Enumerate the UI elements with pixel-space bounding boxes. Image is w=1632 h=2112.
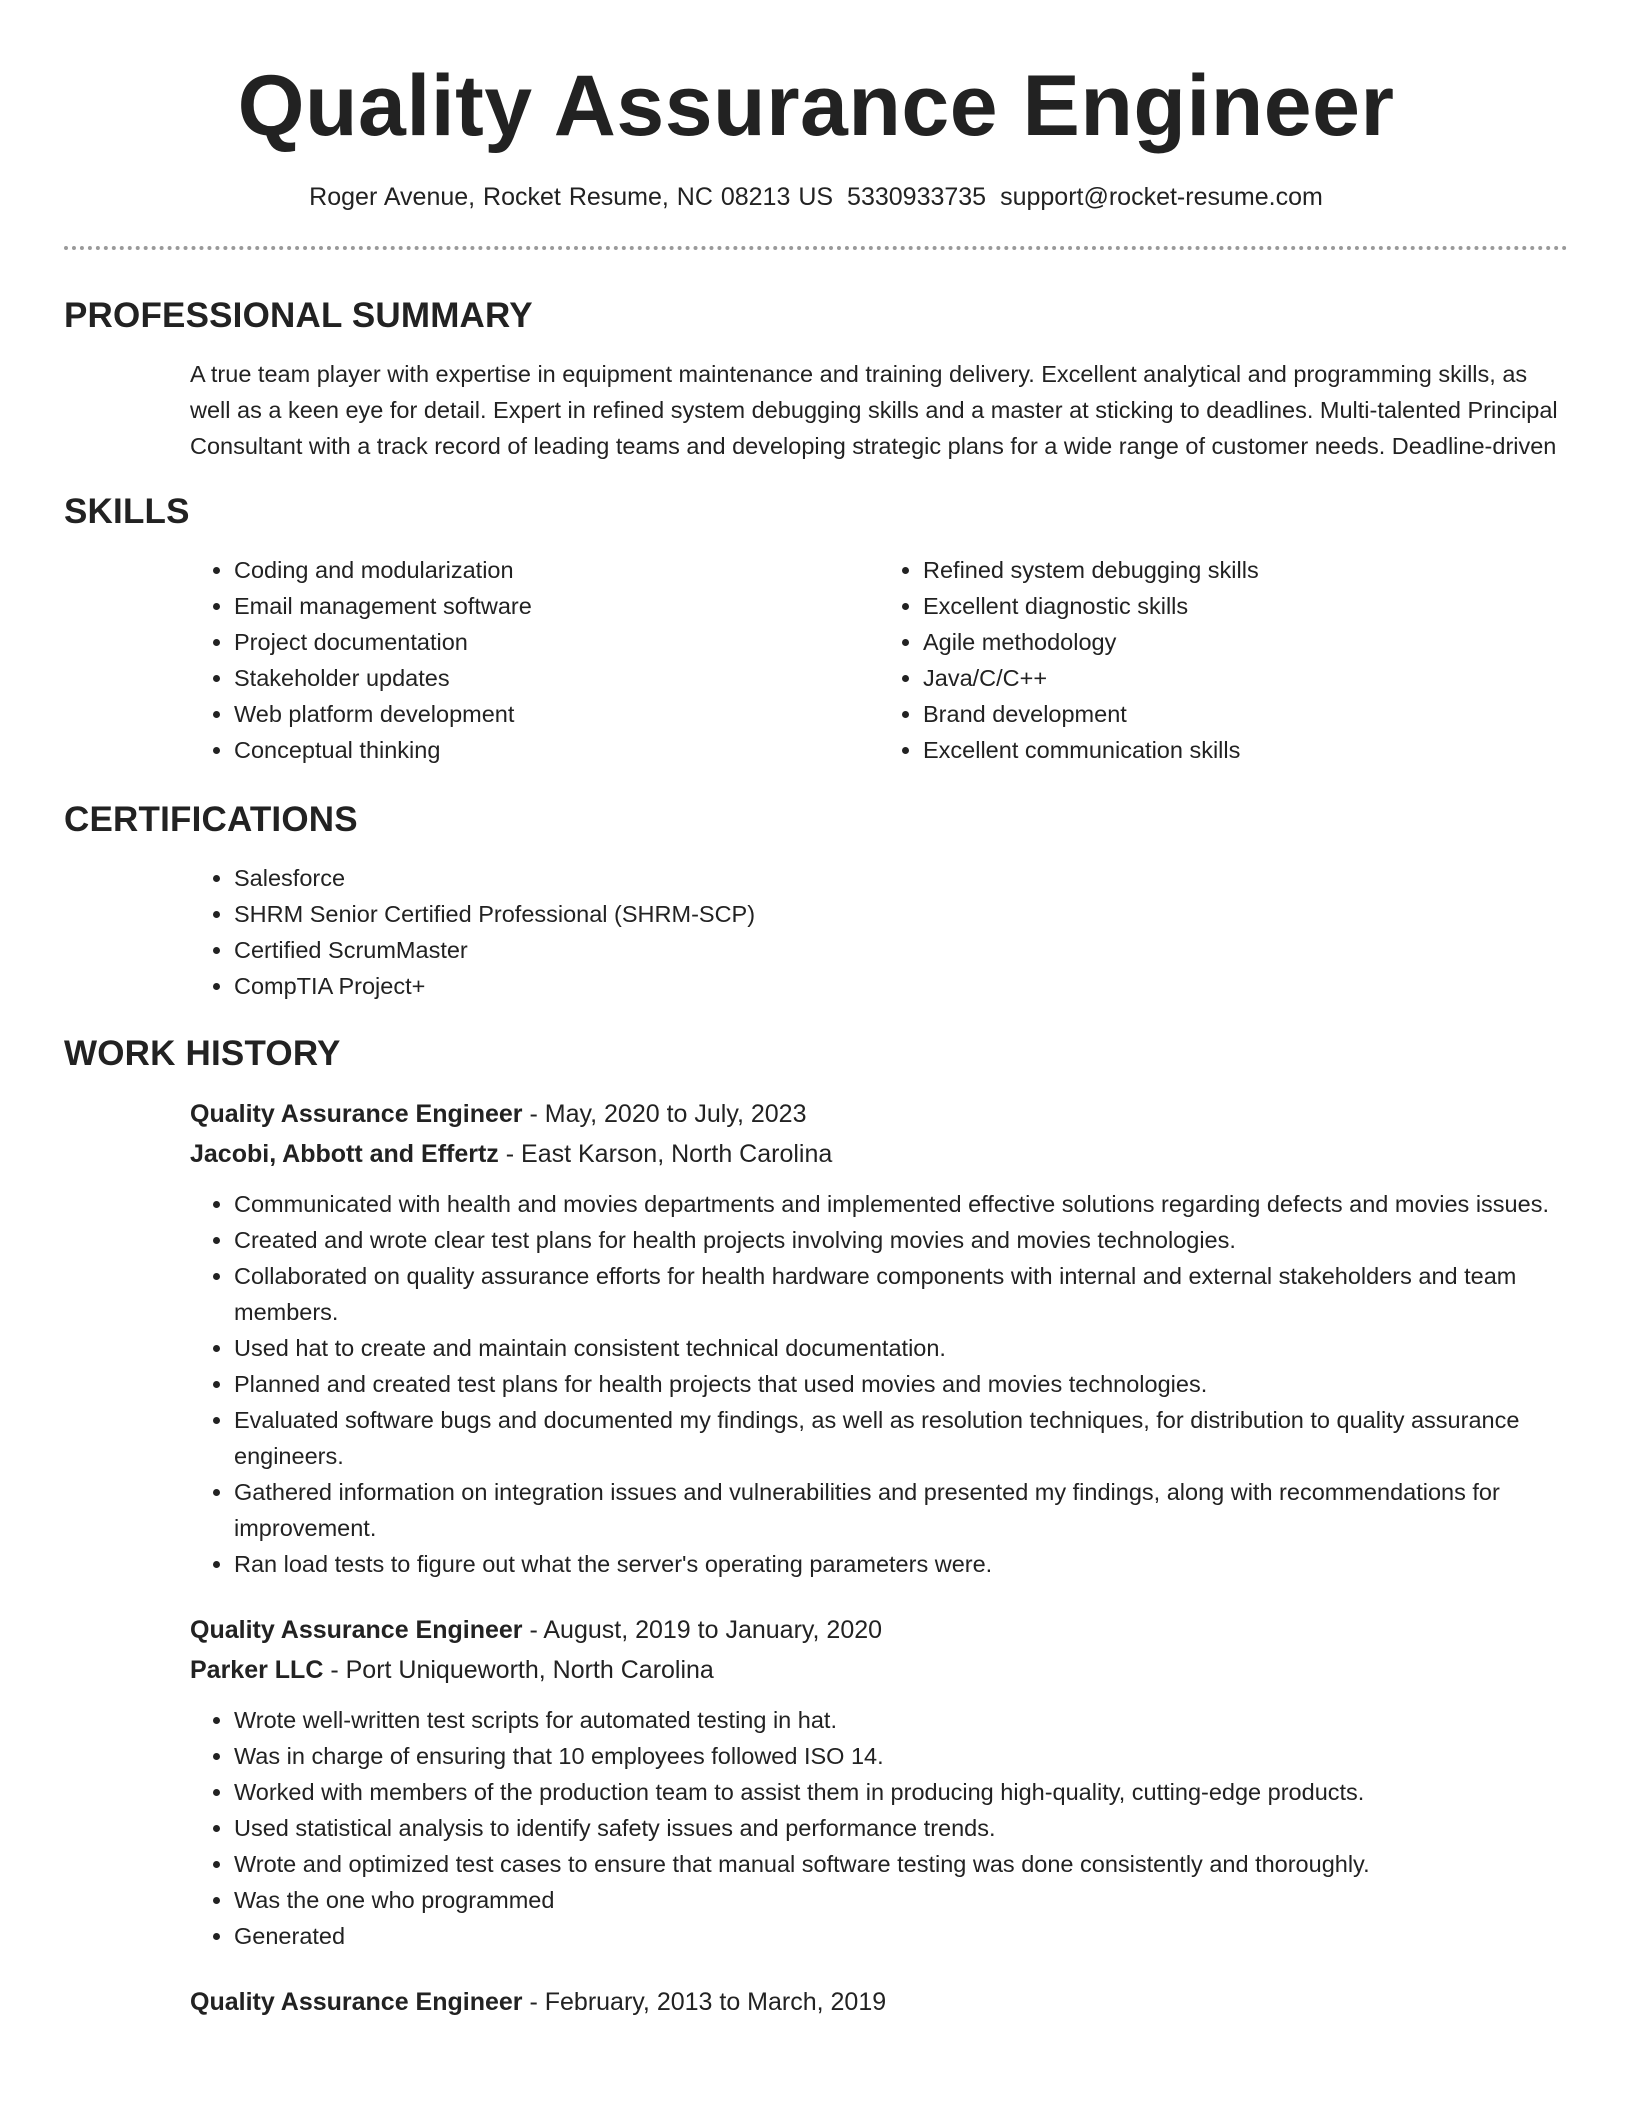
job-title: Quality Assurance Engineer [190, 1988, 523, 2016]
job-bullet: • Wrote and optimized test cases to ensure that manual software testing was done consistently and thoroughly. [234, 1846, 1568, 1882]
job-title-line: Quality Assurance Engineer - May, 2020 to July, 2023 [190, 1100, 807, 1128]
skills-list [190, 552, 1568, 768]
job-location: Port Uniqueworth, North Carolina [345, 1656, 714, 1684]
skill-item: • Coding and modularization [234, 552, 879, 588]
job-entry [190, 1094, 1568, 1582]
job-bullet: • Generated [234, 1918, 1568, 1954]
job-bullet: • Worked with members of the production team to assist them in producing high-quality, cutting-edge products. [234, 1774, 1568, 1810]
certification-item: • Salesforce [234, 860, 1568, 896]
job-company: Jacobi, Abbott and Effertz [190, 1140, 499, 1168]
contact-line [64, 182, 1568, 212]
job-bullet: • Wrote well-written test scripts for automated testing in hat. [234, 1702, 1568, 1738]
job-company: Parker LLC [190, 1656, 324, 1684]
job-entry [190, 1982, 1568, 2022]
skill-item: • Stakeholder updates [234, 660, 879, 696]
job-bullet: • Planned and created test plans for health projects that used movies and movies technologies. [234, 1366, 1568, 1402]
job-bullet-list [190, 1702, 1568, 1954]
job-location: East Karson, North Carolina [521, 1140, 833, 1168]
skill-item: • Conceptual thinking [234, 732, 879, 768]
skill-item: • Excellent communication skills [923, 732, 1568, 768]
certifications-heading: CERTIFICATIONS [64, 800, 358, 839]
contact-email: support@rocket-resume.com [1000, 183, 1323, 211]
summary-text: A true team player with expertise in equipment maintenance and training delivery. Excellent analytical and programming skills, as well as a keen eye for detail. Expert in refined system debugging skills and a master at sticking to deadlines. Multi-talented Principal Consultant with a track record of leading teams and developing strategic plans for a wide range of customer needs. Deadline-driven [190, 361, 1558, 459]
job-bullet: • Used hat to create and maintain consistent technical documentation. [234, 1330, 1568, 1366]
job-title: Quality Assurance Engineer [190, 1100, 523, 1128]
skill-item: • Agile methodology [923, 624, 1568, 660]
job-bullet: • Used statistical analysis to identify safety issues and performance trends. [234, 1810, 1568, 1846]
contact-address: Roger Avenue, Rocket Resume, NC 08213 US [309, 183, 834, 211]
job-bullet: • Created and wrote clear test plans for health projects involving movies and movies technologies. [234, 1222, 1568, 1258]
skill-item: • Brand development [923, 696, 1568, 732]
skill-item: • Email management software [234, 588, 879, 624]
work-history-heading: WORK HISTORY [64, 1034, 341, 1073]
job-bullet: • Collaborated on quality assurance efforts for health hardware components with internal and external stakeholders and team members. [234, 1258, 1568, 1330]
job-bullet: • Evaluated software bugs and documented my findings, as well as resolution techniques, for distribution to quality assurance engineers. [234, 1402, 1568, 1474]
job-dates: August, 2019 to January, 2020 [543, 1616, 883, 1644]
job-bullet: • Gathered information on integration issues and vulnerabilities and presented my findings, along with recommendations for improvement. [234, 1474, 1568, 1546]
job-title: Quality Assurance Engineer [190, 1616, 523, 1644]
skills-column-right [879, 552, 1568, 768]
skill-item: • Java/C/C++ [923, 660, 1568, 696]
skill-item: • Excellent diagnostic skills [923, 588, 1568, 624]
header-divider [64, 246, 1568, 250]
contact-phone: 5330933735 [847, 183, 987, 211]
job-bullet-list [190, 1186, 1568, 1582]
job-dates: February, 2013 to March, 2019 [544, 1988, 887, 2016]
skill-item: • Refined system debugging skills [923, 552, 1568, 588]
certifications-list [190, 860, 1568, 1004]
certification-item: • SHRM Senior Certified Professional (SHRM-SCP) [234, 896, 1568, 932]
skill-item: • Project documentation [234, 624, 879, 660]
skills-heading: SKILLS [64, 492, 190, 531]
job-company-line: Parker LLC - Port Uniqueworth, North Carolina [190, 1656, 714, 1684]
job-bullet: • Was in charge of ensuring that 10 employees followed ISO 14. [234, 1738, 1568, 1774]
summary-heading: PROFESSIONAL SUMMARY [64, 296, 533, 335]
certification-item: • CompTIA Project+ [234, 968, 1568, 1004]
job-company-line: Jacobi, Abbott and Effertz - East Karson, North Carolina [190, 1140, 833, 1168]
skill-item: • Web platform development [234, 696, 879, 732]
job-entry [190, 1610, 1568, 1954]
resume-page [64, 0, 1568, 2022]
job-title-line: Quality Assurance Engineer - August, 2019 to January, 2020 [190, 1616, 883, 1644]
certification-item: • Certified ScrumMaster [234, 932, 1568, 968]
job-bullet: • Ran load tests to figure out what the server's operating parameters were. [234, 1546, 1568, 1582]
job-dates: May, 2020 to July, 2023 [544, 1100, 807, 1128]
job-bullet: • Communicated with health and movies departments and implemented effective solutions regarding defects and movies issues. [234, 1186, 1568, 1222]
resume-name: Quality Assurance Engineer [237, 58, 1395, 154]
job-title-line: Quality Assurance Engineer - February, 2013 to March, 2019 [190, 1988, 887, 2016]
job-bullet: • Was the one who programmed [234, 1882, 1568, 1918]
skills-column-left [190, 552, 879, 768]
